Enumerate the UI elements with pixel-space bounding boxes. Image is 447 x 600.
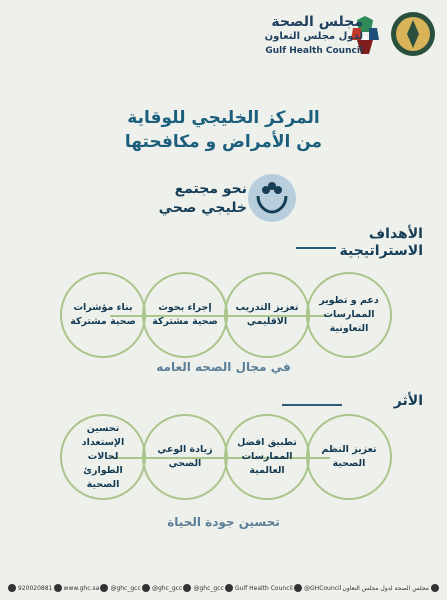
impact-caption: تحسين جودة الحياة	[167, 515, 280, 529]
impact-circle-2: تطبيق افضل الممارسات العالمية	[224, 414, 310, 500]
slogan	[159, 180, 247, 218]
twitter-icon	[183, 584, 191, 592]
footer-snapchat[interactable]: @ghc_gcc	[142, 584, 182, 592]
impact-circle-3: زيادة الوعي الصحي	[142, 414, 228, 500]
linkedin-icon	[225, 584, 233, 592]
goals-title-rule	[296, 247, 336, 249]
snapchat-icon	[142, 584, 150, 592]
facebook-icon	[294, 584, 302, 592]
footer-phone: 920020881	[8, 584, 52, 592]
footer-facebook[interactable]: @GHCouncil	[294, 584, 341, 592]
org-subtitle-ar: لدول مجلس التعاون	[264, 31, 363, 42]
footer-youtube[interactable]: مجلس الصحة لدول مجلس التعاون	[342, 584, 438, 592]
goals-title	[340, 226, 423, 260]
impact-title-rule	[282, 404, 342, 406]
youtube-icon	[431, 584, 439, 592]
globe-icon	[54, 584, 62, 592]
impact-title: الأثر	[393, 393, 423, 409]
footer-linkedin[interactable]: Gulf Health Council	[225, 584, 293, 592]
goal-circle-3: إجراء بحوث صحية مشتركة	[142, 272, 228, 358]
phone-icon	[8, 584, 16, 592]
gcc-emblem-icon	[389, 10, 437, 58]
goals-title-line-2: الاستراتيجية	[339, 243, 423, 259]
goal-circle-1: دعم و تطوير الممارسات التعاونية	[306, 272, 392, 358]
title-line-2: من الأمراض و مكافحتها	[124, 132, 323, 152]
footer	[0, 580, 447, 596]
goal-circle-4: بناء مؤشرات صحية مشتركة	[60, 272, 146, 358]
footer-twitter[interactable]: @ghc_gcc	[183, 584, 223, 592]
goals-title-line-1: الأهداف	[368, 226, 423, 242]
community-hands-icon	[248, 174, 296, 222]
impact-circle-1: تعزيز النظم الصحية	[306, 414, 392, 500]
impact-circle-4: تحسين الإستعداد لحالات الطوارئ الصحية	[60, 414, 146, 500]
goals-caption: في مجال الصحه العامه	[156, 360, 291, 374]
title-line-1: المركز الخليجي للوقاية	[127, 108, 320, 128]
slogan-line-1: نحو مجتمع	[174, 181, 247, 197]
org-name-en: Gulf Health Council	[265, 46, 363, 56]
slogan-line-2: خليجي صحي	[158, 200, 247, 216]
footer-instagram[interactable]: @ghc_gcc	[100, 584, 140, 592]
goal-circle-2: تعزيز التدريب الاقليمي	[224, 272, 310, 358]
page-title	[0, 106, 447, 154]
footer-website[interactable]: www.ghc.sa	[54, 584, 100, 592]
org-name-ar: مجلس الصحة	[271, 14, 363, 30]
instagram-icon	[100, 584, 108, 592]
